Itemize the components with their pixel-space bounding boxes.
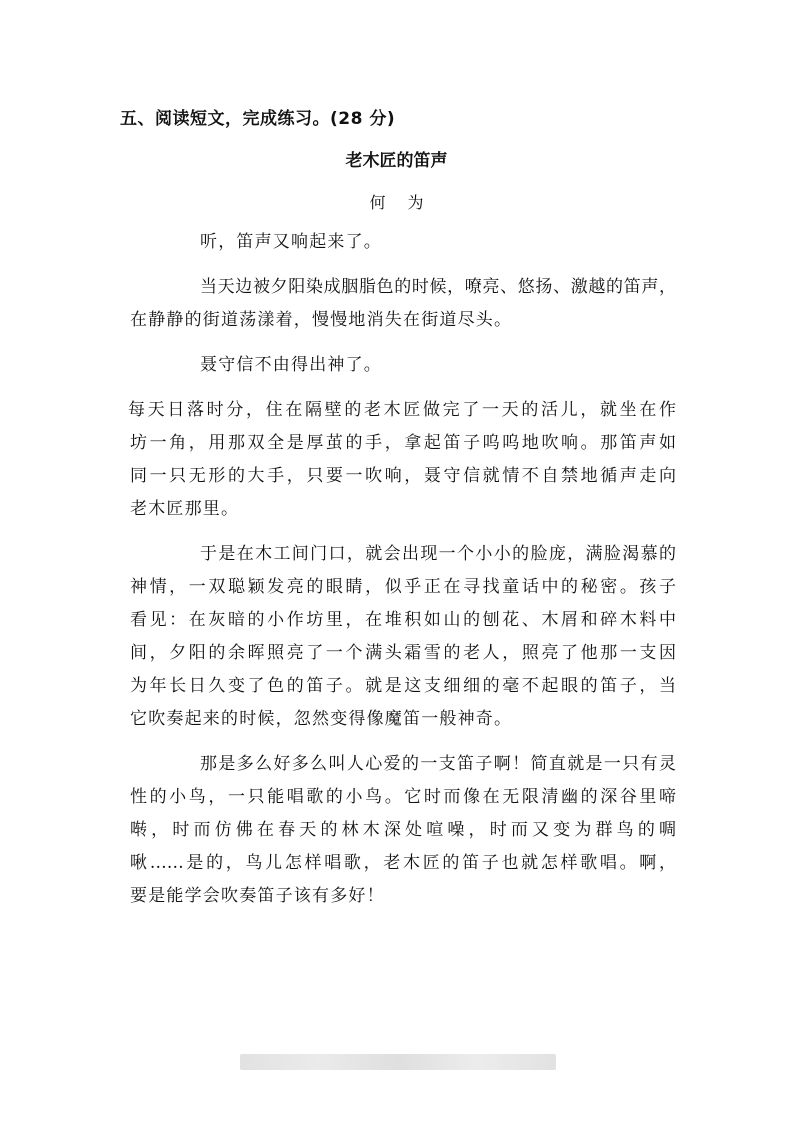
paragraph-4-line-4: 老木匠那里。: [130, 499, 240, 519]
paragraph-5-line-6: 它吹奏起来的时候，忽然变得像魔笛一般神奇。: [130, 709, 513, 729]
section-heading: 五、阅读短文，完成练习。(28 分): [120, 109, 396, 129]
paragraph-5-line-3: 看见：在灰暗的小作坊里，在堆积如山的刨花、木屑和碎木料中: [130, 610, 676, 630]
paragraph-2-line-2: 在静静的街道荡漾着，慢慢地消失在街道尽头。: [130, 310, 513, 330]
paragraph-4-line-1: 每天日落时分，住在隔壁的老木匠做完了一天的活儿，就坐在作: [128, 400, 676, 420]
paragraph-1-line-1: 听，笛声又响起来了。: [200, 232, 382, 252]
paragraph-6-line-2: 性的小鸟，一只能唱歌的小鸟。它时而像在无限清幽的深谷里啼: [130, 787, 676, 807]
paragraph-5-line-1: 于是在木工间门口，就会出现一个小小的脸庞，满脸渴慕的: [200, 544, 676, 564]
paragraph-6-line-4: 啾……是的，鸟儿怎样唱歌，老木匠的笛子也就怎样歌唱。啊，: [130, 853, 676, 873]
paragraph-5-line-5: 为年长日久变了色的笛子。就是这支细细的毫不起眼的笛子，当: [130, 676, 676, 696]
paragraph-4-line-2: 坊一角，用那双全是厚茧的手，拿起笛子呜呜地吹响。那笛声如: [130, 433, 676, 453]
paragraph-2-line-1: 当天边被夕阳染成胭脂色的时候，嘹亮、悠扬、激越的笛声，: [200, 277, 676, 297]
paragraph-6-line-1: 那是多么好多么叫人心爱的一支笛子啊！简直就是一只有灵: [200, 754, 676, 774]
passage-title: 老木匠的笛声: [345, 151, 448, 171]
paragraph-6-line-3: 啭，时而仿佛在春天的林木深处喧噪，时而又变为群鸟的啁: [130, 820, 676, 840]
paragraph-4-line-3: 同一只无形的大手，只要一吹响，聂守信就情不自禁地循声走向: [130, 466, 676, 486]
passage-author: 何为: [369, 193, 446, 212]
paragraph-5-line-2: 神情，一双聪颖发亮的眼睛，似乎正在寻找童话中的秘密。孩子: [130, 577, 676, 597]
paragraph-6-line-5: 要是能学会吹奏笛子该有多好！: [130, 886, 385, 906]
paragraph-5-line-4: 间，夕阳的余晖照亮了一个满头霜雪的老人，照亮了他那一支因: [130, 643, 676, 663]
passage-body: [130, 226, 676, 913]
blurred-watermark: [240, 1054, 556, 1070]
paragraph-3-line-1: 聂守信不由得出神了。: [200, 355, 382, 375]
